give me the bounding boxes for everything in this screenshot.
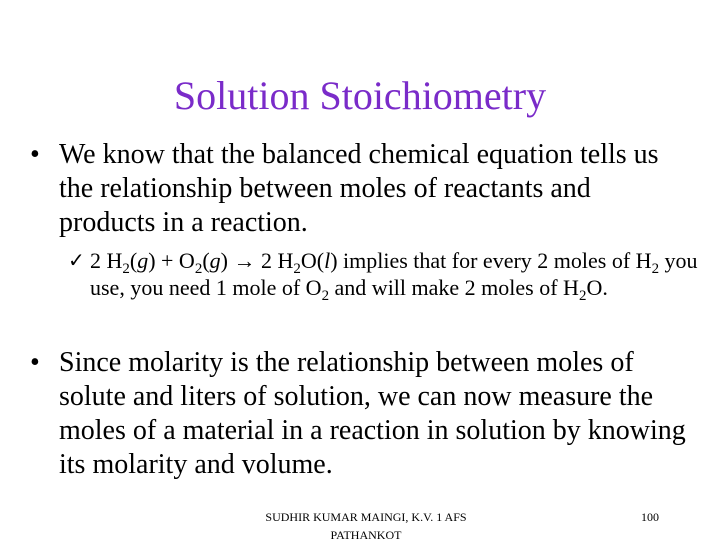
subscript: 2 xyxy=(321,287,330,304)
check-mark-icon: ✓ xyxy=(68,248,85,272)
subscript: 2 xyxy=(122,260,130,277)
state-symbol: g xyxy=(137,248,149,273)
equation-part: you use, you need 1 mole of O xyxy=(90,248,698,300)
subscript: 2 xyxy=(578,287,587,304)
slide-title: Solution Stoichiometry xyxy=(173,73,547,118)
equation-part: ( xyxy=(202,248,210,273)
footer-author: SUDHIR KUMAR MAINGI, K.V. 1 AFS PATHANKOT xyxy=(265,510,467,542)
bullet-item-2 xyxy=(30,346,690,482)
subscript: 2 xyxy=(651,260,660,277)
equation-part: 2 H xyxy=(90,248,123,273)
bullet-dot-icon: • xyxy=(30,347,40,378)
equation-part: ( xyxy=(129,248,138,273)
bullet-2-text: Since molarity is the relationship between moles of solute and liters of solution, we can now measure the moles of a material in a reaction in solution by knowing its molarity and volume. xyxy=(59,347,686,480)
subscript: 2 xyxy=(194,260,203,277)
equation-part: ) + O xyxy=(148,248,195,273)
equation-part: ) → 2 H xyxy=(220,248,294,273)
subscript: 2 xyxy=(293,260,301,277)
equation-part: and will make 2 moles of H xyxy=(329,275,579,300)
equation-part: O( xyxy=(300,248,325,273)
page-number: 100 xyxy=(641,510,659,524)
bullet-item-1 xyxy=(30,138,690,240)
bullet-1-text: We know that the balanced chemical equation tells us the relationship between moles of reactants and products in a reaction. xyxy=(59,139,659,238)
equation-part: ) implies that for every 2 moles of H xyxy=(330,248,652,273)
sub-bullet-text xyxy=(90,247,698,304)
bullet-dot-icon: • xyxy=(30,139,40,170)
equation-part: O. xyxy=(586,275,608,300)
state-symbol: g xyxy=(209,248,221,273)
state-symbol: l xyxy=(324,248,331,273)
sub-bullet-item xyxy=(68,247,698,304)
